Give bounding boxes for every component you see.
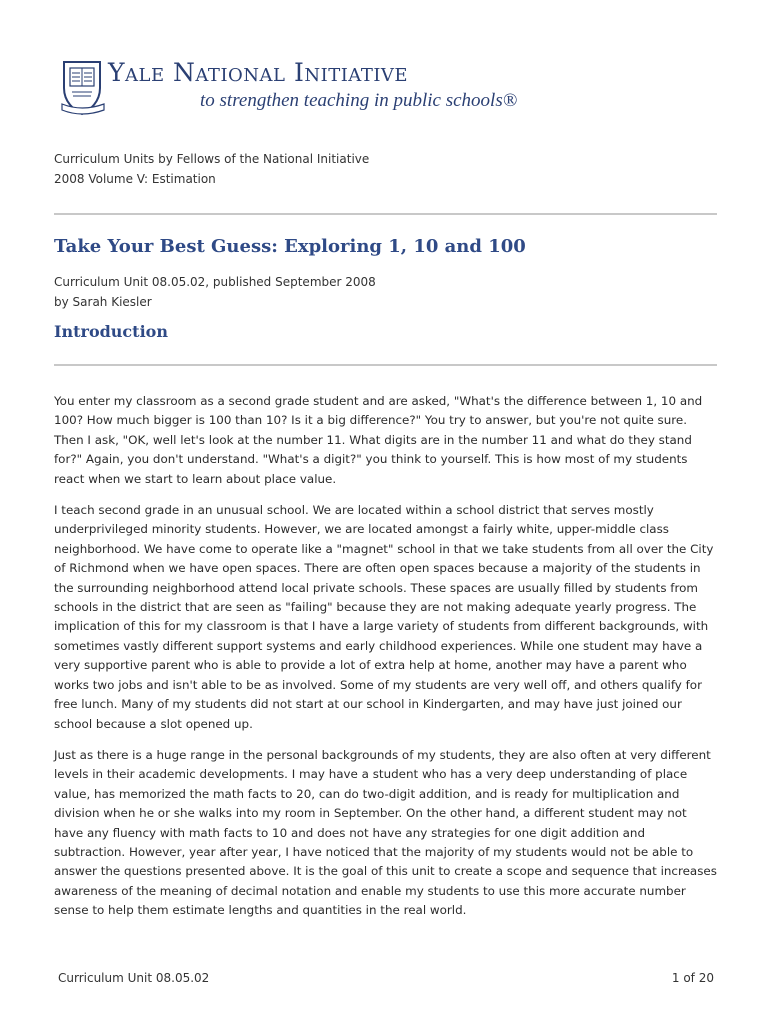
paragraph: You enter my classroom as a second grade student and are asked, "What's the difference between 1, 10 and 100? How much bigger is 100 than 10? Is it a big difference?" You try to answer, but you're not quite sure. Then I ask, "OK, well let's look at the number 11. What digits are in the number 11 and what do they stand for?" Again, you don't understand. "What's a digit?" you think to yourself. This is how most of my students react when we start to learn about place value. [54, 394, 703, 486]
yale-national-initiative-logo[interactable] [60, 58, 530, 120]
paragraph: I teach second grade in an unusual school. We are located within a school district that serves mostly underprivileged minority students. However, we are located amongst a fairly white, upper-middle class neighborhood. We have come to operate like a "magnet" school in that we take students from all over the City of Richmond when we have open spaces. There are often open spaces because a majority of the students in the surrounding neighborhood attend local private schools. These spaces are usually filled by students from schools in the district that are seen as "failing" because they are not making adequate yearly progress. The implication of this for my classroom is that I have a large variety of students from different backgrounds, with sometimes vastly different support systems and early childhood experiences. While one student may have a very supportive parent who is able to provide a lot of extra help at home, another may have a parent who works two jobs and isn't able to be as involved. Some of my students are very well off, and others qualify for free lunch. Many of my students did not start at our school in Kindergarten, and may have just joined our school because a slot opened up. [54, 503, 714, 731]
paragraph: Just as there is a huge range in the personal backgrounds of my students, they are also often at very different levels in their academic developments. I may have a student who has a very deep understanding of place value, has memorized the math facts to 20, can do two-digit addition, and is ready for multiplication and division when he or she walks into my room in September. On the other hand, a different student may not have any fluency with math facts to 10 and does not have any strategies for one digit addition and subtraction. However, year after year, I have noticed that the majority of my students would not be able to answer the questions presented above. It is the goal of this unit to create a scope and sequence that increases awareness of the meaning of decimal notation and enable my students to use this more accurate number sense to help them estimate lengths and quantities in the real world. [54, 747, 717, 918]
divider [54, 364, 717, 366]
yale-shield-icon [60, 58, 112, 118]
unit-published-line: Curriculum Unit 08.05.02, published September 2008 [54, 275, 376, 289]
article-title: Take Your Best Guess: Exploring 1, 10 and 100 [54, 236, 526, 257]
author-line: by Sarah Kiesler [54, 295, 152, 309]
brand-tagline: to strengthen teaching in public schools® [200, 90, 518, 111]
collection-line: Curriculum Units by Fellows of the National Initiative [54, 152, 370, 166]
article-body [54, 392, 718, 933]
divider [54, 213, 717, 215]
volume-line: 2008 Volume V: Estimation [54, 172, 216, 186]
section-heading: Introduction [54, 322, 168, 341]
page-number: 1 of 20 [671, 971, 714, 985]
brand-title: Yale National Initiative [108, 58, 409, 87]
footer-unit: Curriculum Unit 08.05.02 [58, 971, 210, 985]
